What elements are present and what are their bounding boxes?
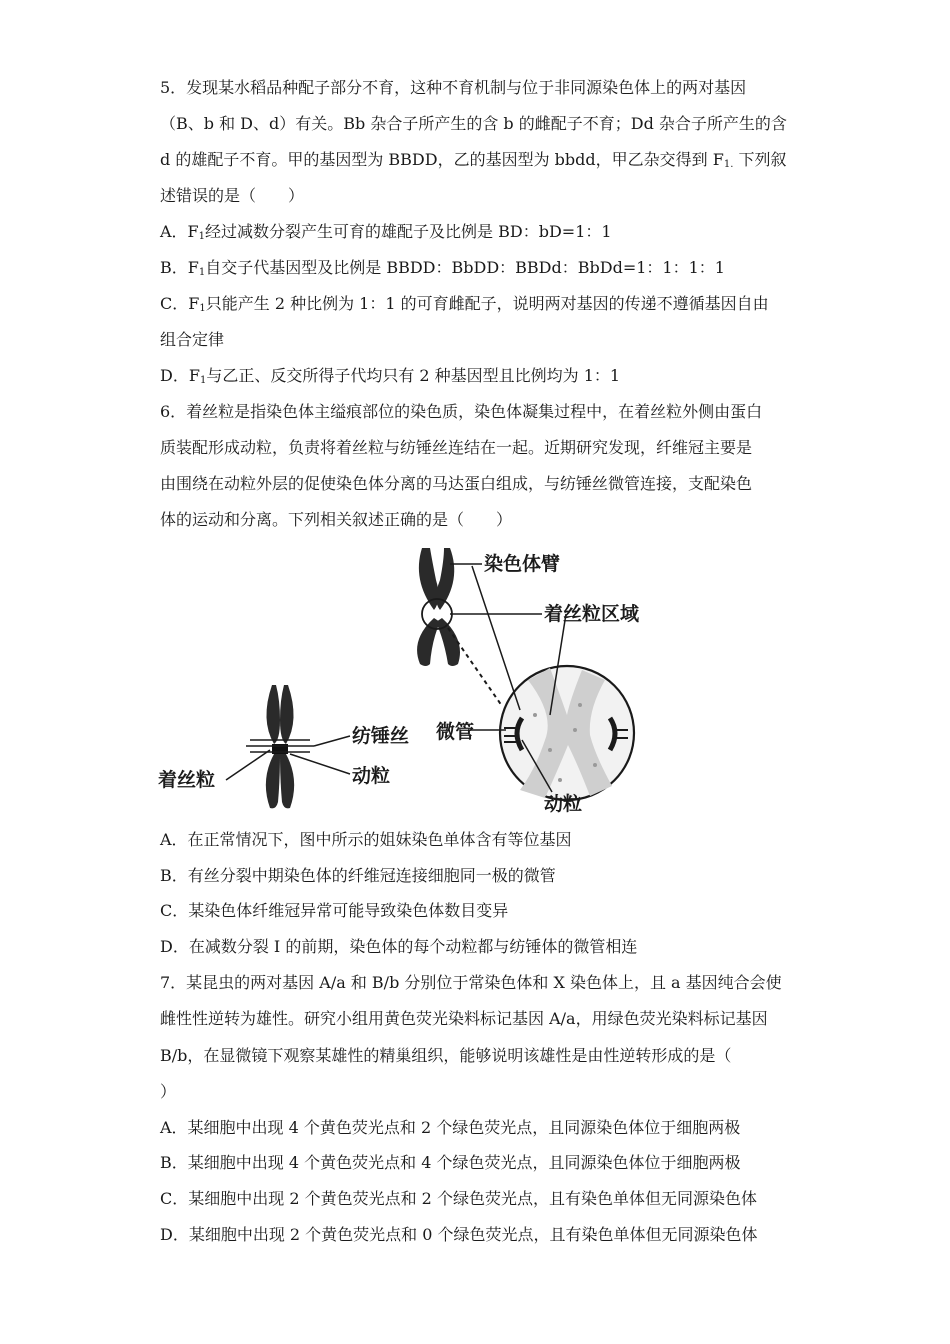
q7-option-a[interactable]: A．某细胞中出现 4 个黄色荧光点和 2 个绿色荧光点，且同源染色体位于细胞两极 bbox=[160, 1118, 741, 1137]
q5-stem-text: d 的雄配子不育。甲的基因型为 BBDD，乙的基因型为 bbdd，甲乙杂交得到 F bbox=[160, 150, 724, 169]
zoom-circle bbox=[500, 666, 634, 800]
q7-option-b[interactable]: B．某细胞中出现 4 个黄色荧光点和 4 个绿色荧光点，且同源染色体位于细胞两极 bbox=[160, 1153, 741, 1172]
q5-stem-line-4: 述错误的是（ ） bbox=[160, 186, 305, 205]
subscript: 1 bbox=[199, 375, 207, 386]
q5-stem-line-3 bbox=[160, 150, 786, 175]
q5-stem-line-2: （B、b 和 D、d）有关。Bb 杂合子所产生的含 b 的雌配子不育；Dd 杂合子所产生的含 bbox=[160, 114, 787, 133]
subscript: 1 bbox=[198, 267, 206, 278]
subscript: 1 bbox=[198, 231, 206, 242]
q5-option-b-label: B．F bbox=[160, 258, 199, 277]
q5-option-c-text: 只能产生 2 种比例为 1：1 的可育雌配子，说明两对基因的传递不遵循基因自由 bbox=[205, 294, 769, 313]
q5-option-c[interactable] bbox=[160, 294, 769, 319]
q5-option-d-label: D．F bbox=[160, 366, 200, 385]
label-spindle-fiber: 纺锤丝 bbox=[352, 725, 410, 747]
label-kinetochore-left: 动粒 bbox=[352, 765, 391, 787]
q7-stem-line-3: B/b，在显微镜下观察某雄性的精巢组织，能够说明该雄性是由性逆转形成的是（ bbox=[160, 1046, 732, 1065]
q5-option-d[interactable] bbox=[160, 366, 620, 391]
q5-option-c-label: C．F bbox=[160, 294, 200, 313]
label-chromosome-arm: 染色体臂 bbox=[484, 553, 561, 575]
q6-option-c[interactable]: C．某染色体纤维冠异常可能导致染色体数目变异 bbox=[160, 901, 509, 920]
q7-option-c[interactable]: C．某细胞中出现 2 个黄色荧光点和 2 个绿色荧光点，且有染色单体但无同源染色体 bbox=[160, 1189, 757, 1208]
q5-option-a-label: A．F bbox=[160, 222, 199, 241]
q6-option-a[interactable]: A．在正常情况下，图中所示的姐妹染色单体含有等位基因 bbox=[160, 830, 572, 849]
q5-option-c-line-2: 组合定律 bbox=[160, 330, 225, 349]
q5-option-a[interactable] bbox=[160, 222, 612, 247]
chromosome-figure bbox=[150, 540, 670, 820]
q5-option-a-text: 经过减数分裂产生可育的雄配子及比例是 BD：bD=1：1 bbox=[205, 222, 612, 241]
q7-stem-line-2: 雌性性逆转为雄性。研究小组用黄色荧光染料标记基因 A/a，用绿色荧光染料标记基因 bbox=[160, 1009, 768, 1028]
label-microtubule: 微管 bbox=[436, 721, 475, 743]
q6-stem-line-3: 由围绕在动粒外层的促使染色体分离的马达蛋白组成，与纺锤丝微管连接，支配染色 bbox=[160, 474, 753, 493]
q5-option-d-text: 与乙正、反交所得子代均只有 2 种基因型且比例均为 1：1 bbox=[206, 366, 621, 385]
q6-option-d[interactable]: D．在减数分裂 I 的前期，染色体的每个动粒都与纺锤体的微管相连 bbox=[160, 937, 638, 956]
q6-stem-line-1: 6．着丝粒是指染色体主缢痕部位的染色质，染色体凝集过程中，在着丝粒外侧由蛋白 bbox=[160, 402, 763, 421]
q5-option-b-text: 自交子代基因型及比例是 BBDD：BbDD：BBDd：BbDd=1：1：1：1 bbox=[205, 258, 725, 277]
label-centromere: 着丝粒 bbox=[158, 769, 216, 791]
q5-subscript: 1. bbox=[723, 159, 734, 170]
q5-stem-tail: 下列叙 bbox=[733, 150, 787, 169]
q7-stem-line-4: ） bbox=[160, 1082, 177, 1101]
q6-stem-line-2: 质装配形成动粒，负责将着丝粒与纺锤丝连结在一起。近期研究发现，纤维冠主要是 bbox=[160, 438, 753, 457]
q6-stem-line-4: 体的运动和分离。下列相关叙述正确的是（ ） bbox=[160, 510, 513, 529]
q6-option-b[interactable]: B．有丝分裂中期染色体的纤维冠连接细胞同一极的微管 bbox=[160, 866, 556, 885]
q7-stem-line-1: 7．某昆虫的两对基因 A/a 和 B/b 分别位于常染色体和 X 染色体上，且 a 基因纯合会使 bbox=[160, 973, 782, 992]
q5-stem-line-1: 5．发现某水稻品种配子部分不育，这种不育机制与位于非同源染色体上的两对基因 bbox=[160, 78, 747, 97]
q5-option-b[interactable] bbox=[160, 258, 725, 283]
subscript: 1 bbox=[199, 303, 206, 314]
label-centromere-region: 着丝粒区域 bbox=[544, 603, 640, 625]
q7-option-d[interactable]: D．某细胞中出现 2 个黄色荧光点和 0 个绿色荧光点，且有染色单体但无同源染色体 bbox=[160, 1225, 758, 1244]
label-kinetochore-right: 动粒 bbox=[544, 793, 583, 815]
